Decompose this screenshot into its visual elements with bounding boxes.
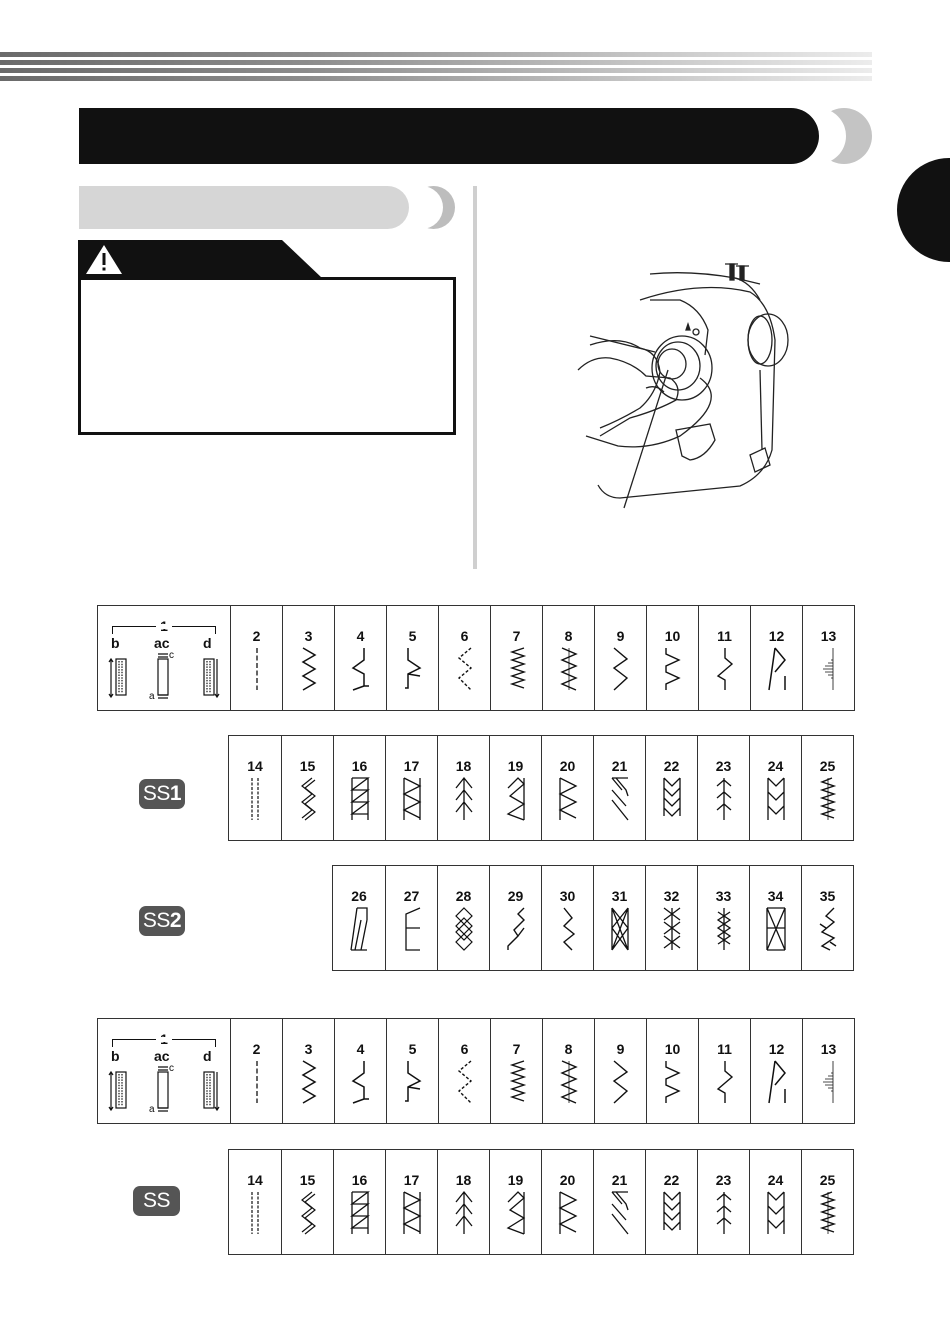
stitch-number: 29 bbox=[507, 888, 524, 904]
feather-stitch-icon bbox=[712, 1190, 736, 1236]
stitch-cell-16 bbox=[333, 736, 385, 840]
stitch-number: 11 bbox=[717, 1041, 732, 1057]
stitch-cell-23 bbox=[697, 736, 749, 840]
tricot-stitch-icon bbox=[453, 646, 477, 692]
stitch-cell-17 bbox=[385, 1150, 437, 1254]
ric-rac-stitch-icon bbox=[296, 1190, 320, 1236]
stitch-number: 21 bbox=[611, 1172, 628, 1188]
stitch-cell-2 bbox=[230, 1019, 282, 1123]
stitch-cell-24 bbox=[749, 1150, 801, 1254]
label-b: b bbox=[111, 1048, 120, 1064]
buttonhole-cell bbox=[98, 1019, 230, 1123]
stitch-number: 18 bbox=[455, 758, 472, 774]
stitch-number: 16 bbox=[351, 1172, 368, 1188]
stitch-number: 4 bbox=[356, 1041, 365, 1057]
stretch-stitch-icon bbox=[661, 646, 685, 692]
ric-rac-stitch-icon bbox=[296, 776, 320, 822]
section-title-banner bbox=[79, 108, 819, 164]
stitch-number: 24 bbox=[767, 1172, 784, 1188]
stitch-cell-5 bbox=[386, 606, 438, 710]
blind-hem-stitch-icon bbox=[401, 646, 425, 692]
stitch-cell-11 bbox=[698, 606, 750, 710]
decorative-stitch-icon bbox=[764, 776, 788, 822]
stitch-table-ss1 bbox=[228, 735, 854, 841]
stitch-cell-34 bbox=[749, 866, 801, 970]
blind-hem-stitch-icon bbox=[349, 1059, 373, 1105]
stitch-cell-10 bbox=[646, 1019, 698, 1123]
stitch-cell-23 bbox=[697, 1150, 749, 1254]
decorative-stitch-icon bbox=[400, 776, 424, 822]
stitch-number: 26 bbox=[351, 888, 367, 904]
ss2-badge: SS2 bbox=[139, 906, 185, 936]
buttonhole-cell bbox=[98, 606, 230, 710]
stitch-cell-33 bbox=[697, 866, 749, 970]
stitch-cell-12 bbox=[750, 1019, 802, 1123]
stitch-cell-7 bbox=[490, 606, 542, 710]
feather-stitch-icon bbox=[713, 1059, 737, 1105]
stitch-number: 30 bbox=[559, 888, 576, 904]
stitch-number: 31 bbox=[611, 888, 628, 904]
stitch-number: 25 bbox=[819, 1172, 836, 1188]
decorative-stitch-icon bbox=[556, 906, 580, 952]
stitch-cell-4 bbox=[334, 1019, 386, 1123]
stitch-number: 28 bbox=[455, 888, 472, 904]
decorative-stitch-icon bbox=[400, 906, 424, 952]
stitch-cell-16 bbox=[333, 1150, 385, 1254]
cross-stitch-icon bbox=[660, 906, 684, 952]
decorative-stitch-icon bbox=[348, 776, 372, 822]
tricot-stitch-icon bbox=[453, 1059, 477, 1105]
chevron-stitch-icon bbox=[608, 776, 632, 822]
arrow-stitch-icon bbox=[452, 1190, 476, 1236]
chevron-stitch-icon bbox=[660, 776, 684, 822]
stitch-number: 18 bbox=[455, 1172, 472, 1188]
stitch-number: 13 bbox=[820, 628, 837, 644]
decorative-stitch-icon bbox=[764, 1190, 788, 1236]
stitch-cell-32 bbox=[645, 866, 697, 970]
cross-stitch-icon bbox=[608, 906, 632, 952]
overlock-stitch-icon bbox=[557, 1059, 581, 1105]
stitch-number: 7 bbox=[512, 1041, 521, 1057]
stitch-number: 27 bbox=[403, 888, 420, 904]
stitch-number: 23 bbox=[715, 758, 732, 774]
stitch-cell-30 bbox=[541, 866, 593, 970]
stitch-cell-3 bbox=[282, 1019, 334, 1123]
stitch-cell-19 bbox=[489, 1150, 541, 1254]
stitch-number: 22 bbox=[663, 758, 680, 774]
stitch-number: 19 bbox=[507, 1172, 524, 1188]
feather-stitch-icon bbox=[713, 646, 737, 692]
stitch-number: 35 bbox=[819, 888, 836, 904]
chevron-stitch-icon bbox=[660, 1190, 684, 1236]
stitch-cell-35 bbox=[801, 866, 853, 970]
stitch-number: 21 bbox=[611, 758, 628, 774]
straight-stitch-icon bbox=[245, 1059, 269, 1105]
stitch-cell-28 bbox=[437, 866, 489, 970]
stitch-cell-2 bbox=[230, 606, 282, 710]
stitch-number: 22 bbox=[663, 1172, 680, 1188]
diamond-stitch-icon bbox=[452, 906, 476, 952]
stitch-cell-25 bbox=[801, 1150, 853, 1254]
stitch-number: 3 bbox=[304, 628, 313, 644]
stitch-number: 2 bbox=[252, 1041, 261, 1057]
feather-stitch-icon bbox=[712, 776, 736, 822]
stitch-cell-20 bbox=[541, 736, 593, 840]
stitch-number: 17 bbox=[403, 1172, 420, 1188]
warning-header bbox=[78, 240, 322, 278]
box-stitch-icon bbox=[764, 906, 788, 952]
stitch-number: 17 bbox=[403, 758, 420, 774]
stitch-number: 34 bbox=[767, 888, 784, 904]
zigzag-stitch-icon bbox=[297, 646, 321, 692]
triple-stitch-icon bbox=[609, 1059, 633, 1105]
stitch-cell-8 bbox=[542, 1019, 594, 1123]
multi-zigzag-stitch-icon bbox=[505, 1059, 529, 1105]
decorative-stitch-icon bbox=[400, 1190, 424, 1236]
stitch-number: 8 bbox=[564, 628, 573, 644]
stitch-number: 9 bbox=[616, 628, 625, 644]
stitch-number: 3 bbox=[304, 1041, 313, 1057]
stitch-cell-13 bbox=[802, 606, 854, 710]
subsection-banner bbox=[79, 186, 409, 229]
stitch-cell-18 bbox=[437, 1150, 489, 1254]
stitch-cell-15 bbox=[281, 736, 333, 840]
hem-stitch-icon bbox=[765, 1059, 789, 1105]
stitch-number: 14 bbox=[247, 1172, 263, 1188]
stitch-number: 9 bbox=[616, 1041, 625, 1057]
stitch-number: 25 bbox=[819, 758, 836, 774]
stitch-table-basic-alt bbox=[97, 1018, 855, 1124]
decorative-stitch-icon bbox=[556, 776, 580, 822]
stitch-number: 2 bbox=[252, 628, 261, 644]
stitch-number: 20 bbox=[559, 758, 576, 774]
stitch-number: 7 bbox=[512, 628, 521, 644]
stitch-number: 6 bbox=[460, 1041, 469, 1057]
blind-hem-stitch-icon bbox=[349, 646, 373, 692]
stitch-cell-6 bbox=[438, 606, 490, 710]
multi-zigzag-stitch-icon bbox=[505, 646, 529, 692]
label-d: d bbox=[203, 1048, 212, 1064]
stitch-cell-6 bbox=[438, 1019, 490, 1123]
header-stripes bbox=[0, 52, 872, 82]
label-d: d bbox=[203, 635, 212, 651]
stitch-number: 10 bbox=[664, 628, 681, 644]
stitch-number: 20 bbox=[559, 1172, 576, 1188]
blind-hem-stitch-icon bbox=[401, 1059, 425, 1105]
satin-scallop-stitch-icon bbox=[817, 1059, 841, 1105]
stitch-cell-4 bbox=[334, 606, 386, 710]
stitch-cell-13 bbox=[802, 1019, 854, 1123]
overlock-stitch-icon bbox=[557, 646, 581, 692]
stitch-number: 15 bbox=[299, 1172, 316, 1188]
chapter-tab bbox=[897, 158, 950, 262]
chevron-stitch-icon bbox=[608, 1190, 632, 1236]
stitch-table-ss bbox=[228, 1149, 854, 1255]
stitch-cell-9 bbox=[594, 1019, 646, 1123]
satin-scallop-stitch-icon bbox=[817, 646, 841, 692]
stitch-cell-11 bbox=[698, 1019, 750, 1123]
buttonhole-steps-icon bbox=[106, 1063, 222, 1115]
stitch-cell-8 bbox=[542, 606, 594, 710]
arrow-stitch-icon bbox=[452, 776, 476, 822]
stitch-number: 33 bbox=[715, 888, 732, 904]
stitch-cell-21 bbox=[593, 736, 645, 840]
stitch-cell-19 bbox=[489, 736, 541, 840]
stitch-cell-10 bbox=[646, 606, 698, 710]
stitch-cell-20 bbox=[541, 1150, 593, 1254]
stitch-number: 32 bbox=[663, 888, 680, 904]
stitch-number: 24 bbox=[767, 758, 784, 774]
decorative-stitch-icon bbox=[504, 776, 528, 822]
stitch-cell-22 bbox=[645, 1150, 697, 1254]
stitch-cell-14 bbox=[229, 736, 281, 840]
stitch-cell-31 bbox=[593, 866, 645, 970]
stitch-number: 12 bbox=[768, 628, 785, 644]
decorative-stitch-icon bbox=[556, 1190, 580, 1236]
stitch-cell-29 bbox=[489, 866, 541, 970]
stitch-number: 16 bbox=[351, 758, 368, 774]
stitch-table-ss2 bbox=[332, 865, 854, 971]
stitch-cell-18 bbox=[437, 736, 489, 840]
label-b: b bbox=[111, 635, 120, 651]
svg-text:c: c bbox=[169, 1063, 174, 1074]
stitch-cell-15 bbox=[281, 1150, 333, 1254]
stitch-cell-17 bbox=[385, 736, 437, 840]
serpentine-stitch-icon bbox=[816, 1190, 840, 1236]
stitch-number: 23 bbox=[715, 1172, 732, 1188]
decorative-stitch-icon bbox=[816, 906, 840, 952]
hem-stitch-icon bbox=[765, 646, 789, 692]
svg-text:a: a bbox=[149, 691, 155, 702]
stitch-cell-3 bbox=[282, 606, 334, 710]
buttonhole-steps-icon bbox=[106, 650, 222, 702]
stitch-cell-7 bbox=[490, 1019, 542, 1123]
stitch-cell-24 bbox=[749, 736, 801, 840]
stitch-cell-12 bbox=[750, 606, 802, 710]
stitch-number: 5 bbox=[408, 628, 417, 644]
warning-box bbox=[78, 277, 456, 435]
stitch-number: 14 bbox=[247, 758, 263, 774]
label-ac: ac bbox=[154, 635, 170, 651]
column-divider bbox=[473, 186, 477, 569]
stitch-table-basic bbox=[97, 605, 855, 711]
svg-text:a: a bbox=[149, 1104, 155, 1115]
stitch-cell-21 bbox=[593, 1150, 645, 1254]
stitch-number: 4 bbox=[356, 628, 365, 644]
triple-straight-stitch-icon bbox=[243, 1190, 267, 1236]
decorative-stitch-icon bbox=[504, 906, 528, 952]
stitch-number: 11 bbox=[717, 628, 732, 644]
stitch-number: 5 bbox=[408, 1041, 417, 1057]
stitch-number: 6 bbox=[460, 628, 469, 644]
stitch-number: 8 bbox=[564, 1041, 573, 1057]
stitch-cell-14 bbox=[229, 1150, 281, 1254]
svg-text:c: c bbox=[169, 650, 174, 661]
label-ac: ac bbox=[154, 1048, 170, 1064]
stitch-number: 15 bbox=[299, 758, 316, 774]
ss1-badge: SS1 bbox=[139, 779, 185, 809]
stitch-number: 19 bbox=[507, 758, 524, 774]
decorative-stitch-icon bbox=[347, 906, 371, 952]
decorative-stitch-icon bbox=[712, 906, 736, 952]
triple-stitch-icon bbox=[609, 646, 633, 692]
stitch-number: 12 bbox=[768, 1041, 785, 1057]
stitch-cell-26 bbox=[333, 866, 385, 970]
machine-handwheel-illustration bbox=[560, 260, 800, 510]
stitch-cell-22 bbox=[645, 736, 697, 840]
straight-stitch-icon bbox=[245, 646, 269, 692]
stitch-number: 13 bbox=[820, 1041, 837, 1057]
stitch-cell-27 bbox=[385, 866, 437, 970]
stretch-stitch-icon bbox=[661, 1059, 685, 1105]
ss-badge: SS bbox=[133, 1186, 180, 1216]
stitch-cell-5 bbox=[386, 1019, 438, 1123]
zigzag-stitch-icon bbox=[297, 1059, 321, 1105]
decorative-stitch-icon bbox=[504, 1190, 528, 1236]
triple-straight-stitch-icon bbox=[243, 776, 267, 822]
decorative-stitch-icon bbox=[348, 1190, 372, 1236]
serpentine-stitch-icon bbox=[816, 776, 840, 822]
stitch-cell-9 bbox=[594, 606, 646, 710]
stitch-number: 10 bbox=[664, 1041, 681, 1057]
stitch-cell-25 bbox=[801, 736, 853, 840]
